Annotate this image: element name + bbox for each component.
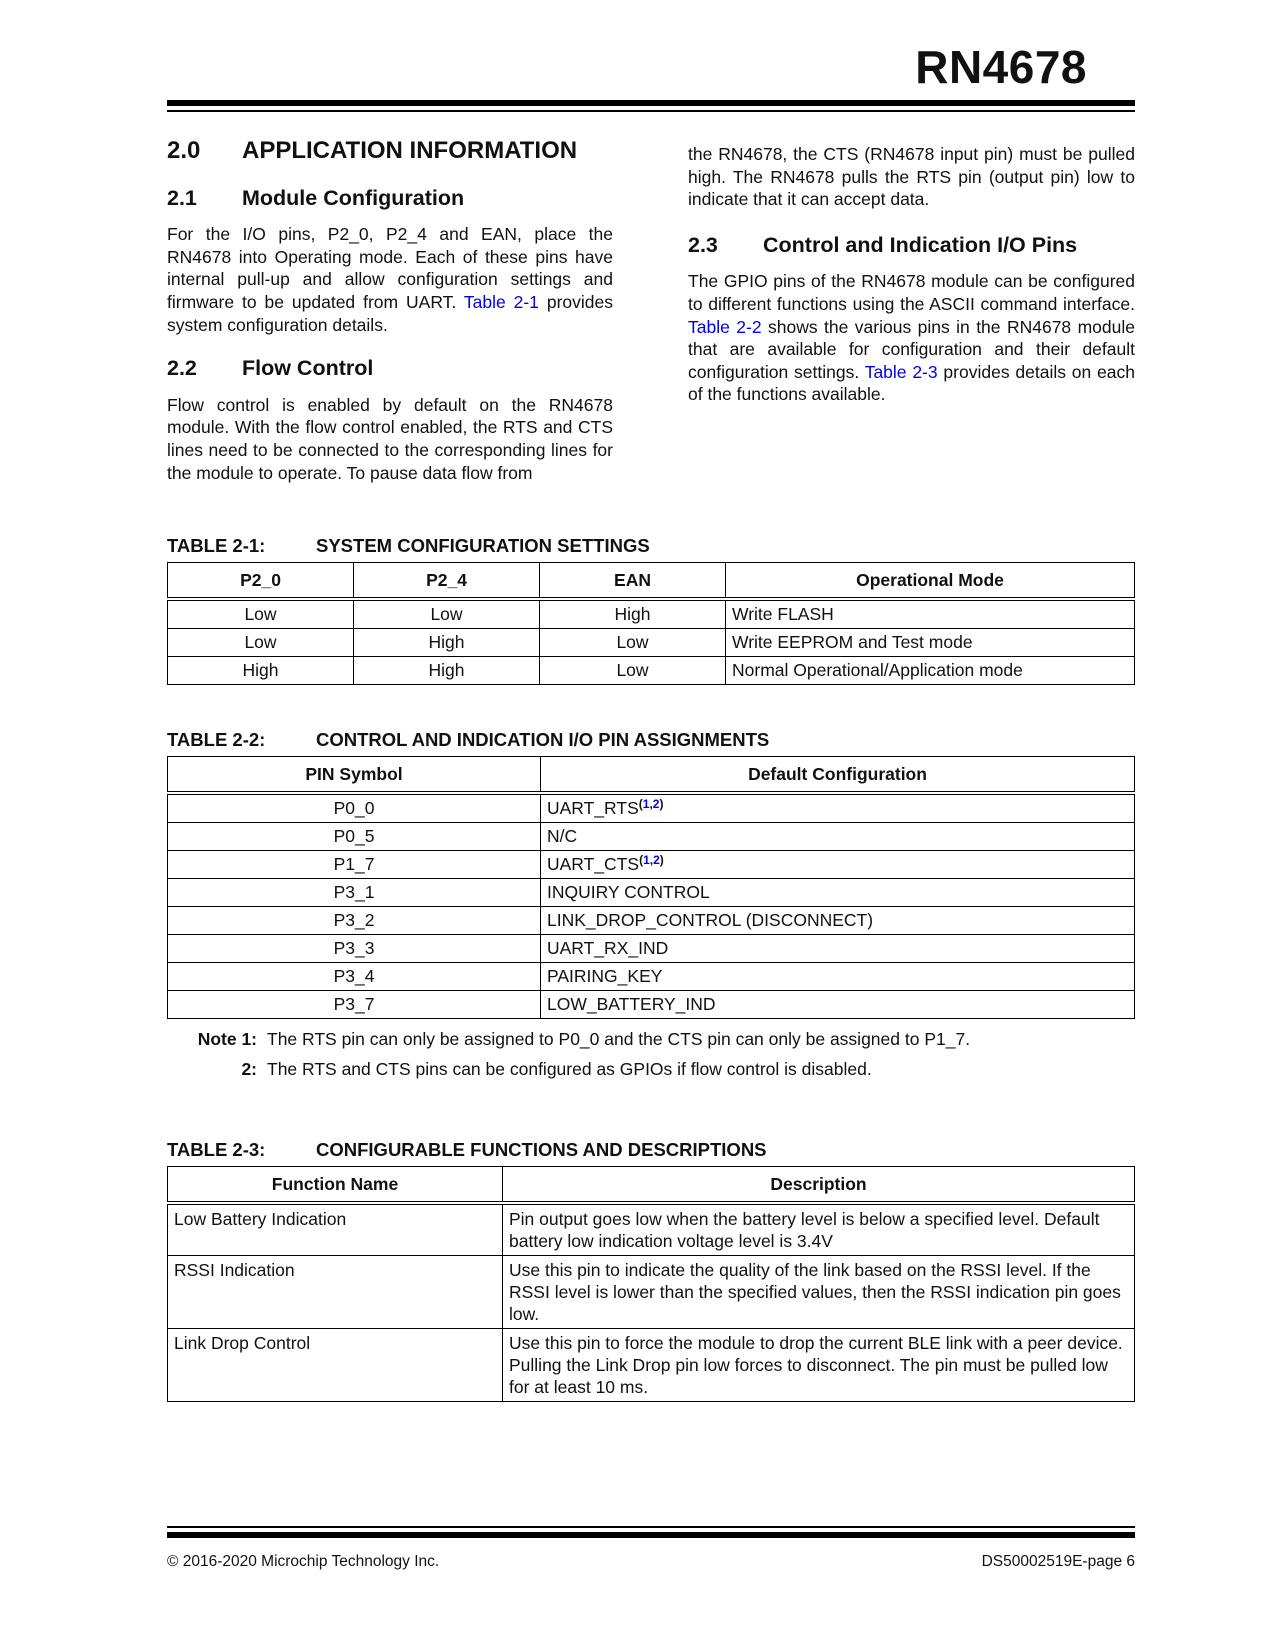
flow-control-continuation: the RN4678, the CTS (RN4678 input pin) must be pulled high. The RN4678 pulls the RTS pin (output pin) low to indicate that it can accept data. [688, 144, 1135, 210]
table-cell: Use this pin to force the module to drop the current BLE link with a peer device. Pulling the Link Drop pin low forces to disconnect. The pin must be pulled low for at least 10 ms. [503, 1329, 1135, 1402]
table-cell: Low [354, 599, 540, 629]
note-reference: (1,2) [638, 797, 664, 811]
table-row [168, 599, 1135, 629]
table-row [168, 879, 1135, 907]
footer-rule-thin [167, 1526, 1135, 1528]
footer-copyright: © 2016-2020 Microchip Technology Inc. [167, 1553, 440, 1570]
table-cell: Low [540, 657, 726, 685]
column-header: P2_4 [354, 563, 540, 600]
table-cell: UART_RX_IND [541, 935, 1135, 963]
table-cell: P0_5 [168, 823, 541, 851]
table-cell: LOW_BATTERY_IND [541, 991, 1135, 1019]
table-cell: Low [168, 629, 354, 657]
table-cell: P3_1 [168, 879, 541, 907]
section-2-0-heading: 2.0 APPLICATION INFORMATION [167, 137, 578, 164]
table-cell: High [168, 657, 354, 685]
table-row [168, 657, 1135, 685]
table-row [168, 935, 1135, 963]
table-cell: Low [540, 629, 726, 657]
table-row [168, 793, 1135, 823]
table-cell: Write FLASH [726, 599, 1135, 629]
note-2-link[interactable]: 2 [653, 853, 660, 867]
table-2-3-link[interactable]: Table 2-3 [864, 361, 938, 382]
left-column [167, 137, 613, 484]
table-header-row [168, 757, 1135, 794]
table-cell: P3_2 [168, 907, 541, 935]
table-cell: Low [168, 599, 354, 629]
column-header: PIN Symbol [168, 757, 541, 794]
table-2-2-caption: TABLE 2-2: CONTROL AND INDICATION I/O PIN ASSIGNMENTS [167, 729, 770, 750]
table-row [168, 963, 1135, 991]
table-row [168, 1329, 1135, 1402]
table-2-1-link[interactable]: Table 2-1 [463, 291, 539, 312]
table-cell: P1_7 [168, 851, 541, 879]
table-cell: Low Battery Indication [168, 1203, 503, 1256]
table-cell: High [354, 629, 540, 657]
table-cell: Write EEPROM and Test mode [726, 629, 1135, 657]
table-2-2-link[interactable]: Table 2-2 [688, 316, 762, 337]
table-cell: P3_7 [168, 991, 541, 1019]
table-row [168, 851, 1135, 879]
table-cell: Pin output goes low when the battery level is below a specified level. Default battery low indication voltage level is 3.4V [503, 1203, 1135, 1256]
table-cell: UART_CTS$^{(1,2)}$ [541, 851, 1135, 879]
section-2-3-paragraph: The GPIO pins of the RN4678 module can be configured to different functions using the ASCII command interface. Table 2-2 shows the various pins in the RN4678 module that are available for configuration and their default configuration settings. Table 2-3 provides details on each of the functions available. [688, 271, 1135, 405]
table-row [168, 823, 1135, 851]
table-cell: Link Drop Control [168, 1329, 503, 1402]
column-header: Operational Mode [726, 563, 1135, 600]
table-cell: P3_3 [168, 935, 541, 963]
table-cell: INQUIRY CONTROL [541, 879, 1135, 907]
column-header: P2_0 [168, 563, 354, 600]
table-header-row [168, 1167, 1135, 1204]
column-header: Description [503, 1167, 1135, 1204]
note-1-link[interactable]: 1 [642, 797, 650, 811]
header-rule-thick [167, 100, 1135, 106]
table-cell: LINK_DROP_CONTROL (DISCONNECT) [541, 907, 1135, 935]
section-2-2-heading: 2.2 Flow Control [167, 356, 374, 381]
table-cell: RSSI Indication [168, 1256, 503, 1329]
note-1: Note 1: The RTS pin can only be assigned to P0_0 and the CTS pin can only be assigned to P1_7. [197, 1029, 971, 1049]
column-header: EAN [540, 563, 726, 600]
table-row [168, 1256, 1135, 1329]
table-cell: High [354, 657, 540, 685]
table-cell: N/C [541, 823, 1135, 851]
table-2-2 [167, 756, 1135, 1019]
header-rule-thin [167, 110, 1135, 112]
column-header: Default Configuration [541, 757, 1135, 794]
table-cell: PAIRING_KEY [541, 963, 1135, 991]
note-2: 2: The RTS and CTS pins can be configured as GPIOs if flow control is disabled. [241, 1059, 872, 1079]
table-cell: Normal Operational/Application mode [726, 657, 1135, 685]
table-cell: High [540, 599, 726, 629]
table-row [168, 907, 1135, 935]
table-2-1-caption: TABLE 2-1: SYSTEM CONFIGURATION SETTINGS [167, 535, 650, 556]
table-2-3 [167, 1166, 1135, 1402]
table-row [168, 629, 1135, 657]
table-cell: P3_4 [168, 963, 541, 991]
document-part-number: RN4678 [915, 41, 1087, 93]
table-row [168, 1203, 1135, 1256]
section-2-3-heading: 2.3 Control and Indication I/O Pins [688, 232, 1078, 257]
table-2-1 [167, 562, 1135, 685]
note-reference: (1,2) [639, 853, 664, 867]
section-2-1-heading: 2.1 Module Configuration [167, 185, 465, 210]
footer-rule-thick [167, 1532, 1135, 1538]
note-1-link[interactable]: 1 [643, 853, 650, 867]
column-header: Function Name [168, 1167, 503, 1204]
section-2-1-paragraph: For the I/O pins, P2_0, P2_4 and EAN, place the RN4678 into Operating mode. Each of these pins have internal pull-up and allow configuration settings and firmware to be updated from UART. Table 2-1 provides system configuration details. [167, 224, 613, 335]
table-cell: UART_RTS$^{(1,2)}$ [541, 793, 1135, 823]
table-row [168, 991, 1135, 1019]
footer-doc-id: DS50002519E-page 6 [981, 1553, 1135, 1570]
table-cell: Use this pin to indicate the quality of the link based on the RSSI level. If the RSSI level is lower than the specified values, then the RSSI indication pin goes low. [503, 1256, 1135, 1329]
right-column [688, 143, 1135, 406]
table-cell: P0_0 [168, 793, 541, 823]
table-header-row [168, 563, 1135, 600]
table-2-3-caption: TABLE 2-3: CONFIGURABLE FUNCTIONS AND DESCRIPTIONS [167, 1139, 767, 1160]
note-2-link[interactable]: 2 [652, 797, 660, 811]
section-2-2-paragraph: Flow control is enabled by default on the RN4678 module. With the flow control enabled, the RTS and CTS lines need to be connected to the corresponding lines for the module to operate. To pause data flow from [167, 394, 613, 483]
